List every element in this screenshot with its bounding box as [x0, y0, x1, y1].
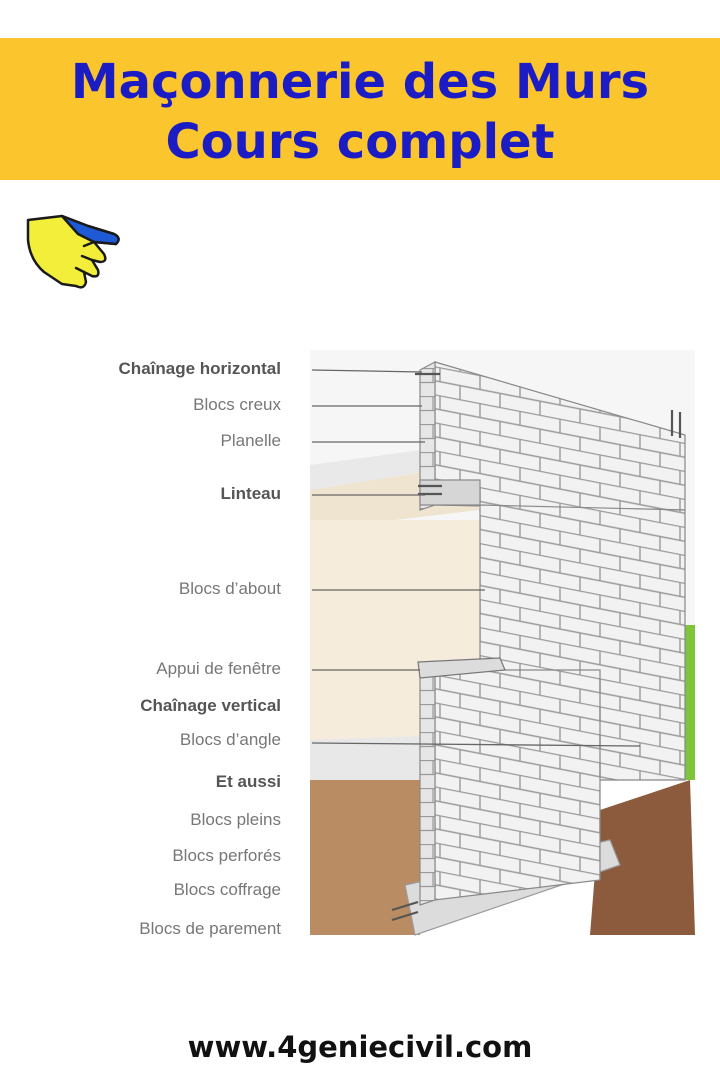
label-blocs-pleins: Blocs pleins	[190, 810, 281, 829]
title-banner	[0, 38, 720, 180]
wall-side-bottom	[420, 670, 435, 905]
page-subtitle: Cours complet	[165, 114, 555, 170]
wall-lower	[435, 670, 600, 900]
label-chainage-horizontal: Chaînage horizontal	[118, 359, 281, 378]
label-blocs-creux: Blocs creux	[193, 395, 281, 414]
label-blocs-angle: Blocs d’angle	[179, 730, 281, 749]
label-blocs-parement: Blocs de parement	[139, 919, 281, 938]
website-url[interactable]: www.4geniecivil.com	[187, 1030, 533, 1064]
label-planelle: Planelle	[220, 431, 281, 450]
pointing-hand-icon	[22, 212, 126, 294]
label-blocs-about: Blocs d’about	[178, 579, 281, 598]
label-linteau: Linteau	[220, 484, 281, 503]
lintel	[420, 480, 480, 505]
label-chainage-vertical: Chaînage vertical	[140, 696, 281, 715]
label-blocs-perfores: Blocs perforés	[172, 846, 281, 865]
label-et-aussi: Et aussi	[215, 772, 281, 791]
wall-diagram	[300, 340, 710, 940]
label-appui-fenetre: Appui de fenêtre	[156, 659, 281, 678]
page-title: Maçonnerie des Murs	[70, 54, 650, 110]
label-blocs-coffrage: Blocs coffrage	[173, 880, 281, 899]
